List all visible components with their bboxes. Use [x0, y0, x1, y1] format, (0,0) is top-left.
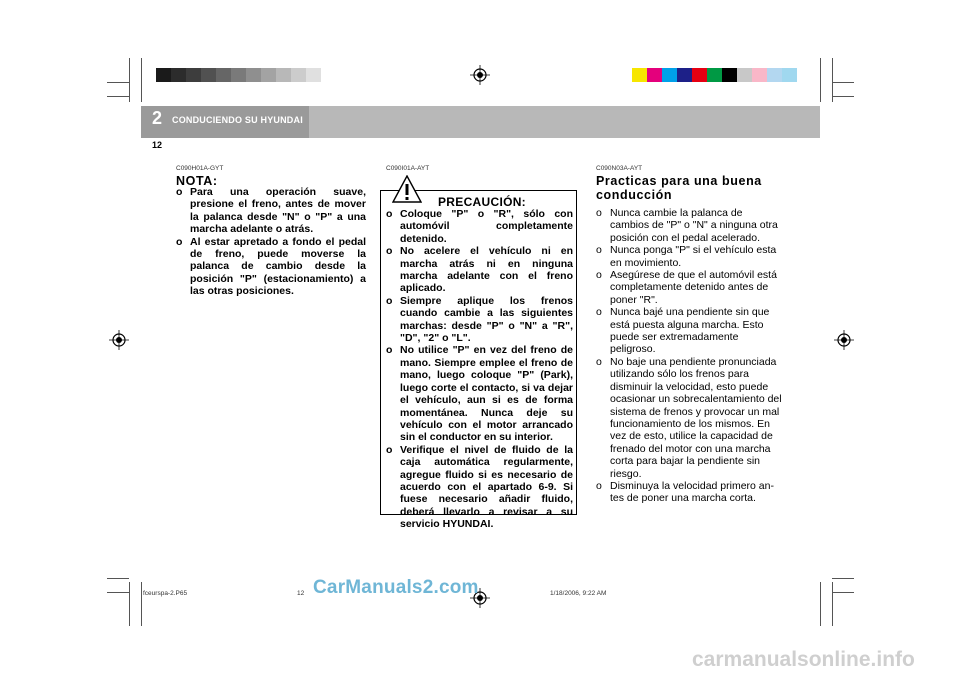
footer-date: 1/18/2006, 9:22 AM	[550, 590, 607, 597]
section-code: C090H01A-GYT	[176, 165, 224, 172]
list-item-text: Nunca bajé una pendiente sin que está puesta alguna marcha. Esto puede ser extremadamente peligroso.	[610, 306, 770, 356]
grayscale-swatch	[246, 68, 261, 82]
section-heading: Practicas para una buena conducción	[596, 174, 762, 202]
list-item-text: Verifique el nivel de fluido de la caja automática regularmente, agregue fluido si es necesario de acuerdo con el apartado 6-9. Si fuese necesario añadir fluido, deberá llevarlo a revisar a su servicio HYUNDAI.	[400, 443, 573, 531]
grayscale-swatch	[156, 68, 171, 82]
warning-triangle-icon	[392, 175, 422, 203]
color-swatch	[722, 68, 737, 82]
list-item-text: No baje una pendiente pronunciada utilizando sólo los frenos para disminuir la velocidad, esto puede ocasionar un sobrecalentamiento del sistema de frenos y provocar un mal funcionamiento de los mismos. En vez de esto, utilice la capacidad de frenado del motor con una marcha corta para bajar la pendiente sin riesgo.	[610, 355, 782, 480]
crop-mark	[107, 82, 129, 83]
footer-page: 12	[297, 590, 305, 597]
crop-mark	[141, 58, 142, 102]
color-swatch	[692, 68, 707, 82]
list-item	[176, 186, 366, 236]
list-item-text: Al estar apretado a fondo el pedal de freno, puede moverse la palanca de cambio desde la posición "P" (estacionamiento) a las otras posiciones.	[190, 235, 366, 298]
crop-mark	[820, 58, 821, 102]
color-swatch	[632, 68, 647, 82]
bullet-marker: o	[596, 306, 602, 319]
driving-tips-list	[596, 207, 784, 505]
bullet-marker: o	[596, 355, 602, 368]
list-item	[596, 244, 784, 269]
grayscale-swatch	[291, 68, 306, 82]
bullet-marker: o	[386, 294, 393, 307]
crop-mark	[832, 96, 854, 97]
color-swatch	[737, 68, 752, 82]
list-item	[386, 245, 573, 295]
footer-filename: fceurspa-2.P65	[143, 590, 188, 597]
color-calibration-bar	[632, 68, 797, 82]
list-item-text: Para una operación suave, presione el freno, antes de mover la palanca desde "N" o "P" a una marcha adelante o atrás.	[190, 186, 366, 236]
grayscale-swatch	[231, 68, 246, 82]
crop-mark	[129, 582, 130, 626]
list-item-text: Asegúrese de que el automóvil está completamente detenido antes de poner "R".	[610, 269, 777, 306]
bullet-marker: o	[386, 344, 393, 357]
bullet-marker: o	[176, 235, 183, 248]
list-item-text: Nunca ponga "P" si el vehículo esta en movimiento.	[610, 244, 777, 269]
list-item	[386, 344, 573, 443]
crop-mark	[832, 578, 854, 579]
color-swatch	[782, 68, 797, 82]
registration-target-icon	[109, 330, 129, 350]
list-item	[596, 306, 784, 356]
crop-mark	[141, 582, 142, 626]
list-item	[596, 269, 784, 306]
registration-target-icon	[470, 65, 490, 85]
chapter-title: CONDUCIENDO SU HYUNDAI	[172, 115, 303, 125]
page-number: 12	[152, 140, 163, 150]
list-item-text: Coloque "P" o "R", sólo con automóvil completamente detenido.	[400, 208, 573, 245]
crop-mark	[107, 96, 129, 97]
bullet-marker: o	[596, 207, 602, 219]
warning-title: PRECAUCIÓN:	[438, 195, 526, 209]
color-swatch	[767, 68, 782, 82]
bullet-marker: o	[596, 244, 602, 257]
registration-target-icon	[834, 330, 854, 350]
list-item-text: Siempre aplique los frenos cuando cambie a las siguientes marchas: desde "P" o "N" a "R", "D", "2" o "L".	[400, 294, 573, 345]
crop-mark	[107, 592, 129, 593]
grayscale-swatch	[216, 68, 231, 82]
list-item-text: No utilice "P" en vez del freno de mano. Siempre emplee el freno de mano, luego coloque "P" (Park), luego corte el contacto, si va dejar el vehículo, aun si es de forma momentánea. Nunca deje su vehículo con el motor arrancado sin el conductor en su interior.	[400, 344, 573, 444]
bullet-marker: o	[386, 245, 393, 258]
grayscale-calibration-bar	[156, 68, 321, 82]
warning-list	[386, 208, 573, 531]
list-item	[176, 236, 366, 298]
section-code: C090N03A-AYT	[596, 165, 643, 172]
chapter-number: 2	[152, 108, 163, 128]
bullet-marker: o	[386, 208, 393, 220]
crop-mark	[129, 58, 130, 102]
crop-mark	[832, 592, 854, 593]
list-item-text: Disminuya la velocidad primero an- tes de poner una marcha corta.	[610, 479, 774, 505]
list-item	[386, 444, 573, 531]
bullet-marker: o	[386, 443, 393, 456]
grayscale-swatch	[186, 68, 201, 82]
crop-mark	[832, 582, 833, 626]
color-swatch	[647, 68, 662, 82]
list-item	[596, 207, 784, 244]
list-item	[386, 295, 573, 345]
color-swatch	[752, 68, 767, 82]
note-list	[176, 186, 366, 298]
grayscale-swatch	[261, 68, 276, 82]
grayscale-swatch	[171, 68, 186, 82]
grayscale-swatch	[306, 68, 321, 82]
section-heading: NOTA:	[176, 174, 218, 188]
grayscale-swatch	[201, 68, 216, 82]
brand-logo[interactable]: CarManuals2.com	[313, 577, 479, 598]
list-item	[596, 480, 784, 505]
grayscale-swatch	[276, 68, 291, 82]
bullet-marker: o	[596, 269, 602, 282]
section-code: C090I01A-AYT	[386, 165, 430, 172]
color-swatch	[707, 68, 722, 82]
list-item-text: No acelere el vehículo ni en marcha atrás ni en ninguna marcha adelante con el freno aplicado.	[400, 245, 573, 295]
bullet-marker: o	[596, 479, 602, 492]
list-item	[386, 208, 573, 245]
color-swatch	[677, 68, 692, 82]
crop-mark	[107, 578, 129, 579]
list-item	[596, 356, 784, 480]
bullet-marker: o	[176, 186, 183, 198]
list-item-text: Nunca cambie la palanca de cambios de "P" o "N" a ninguna otra posición con el pedal acelerado.	[610, 207, 778, 244]
crop-mark	[820, 582, 821, 626]
crop-mark	[832, 82, 854, 83]
watermark: carmanualsonline.info	[692, 648, 915, 671]
color-swatch	[662, 68, 677, 82]
